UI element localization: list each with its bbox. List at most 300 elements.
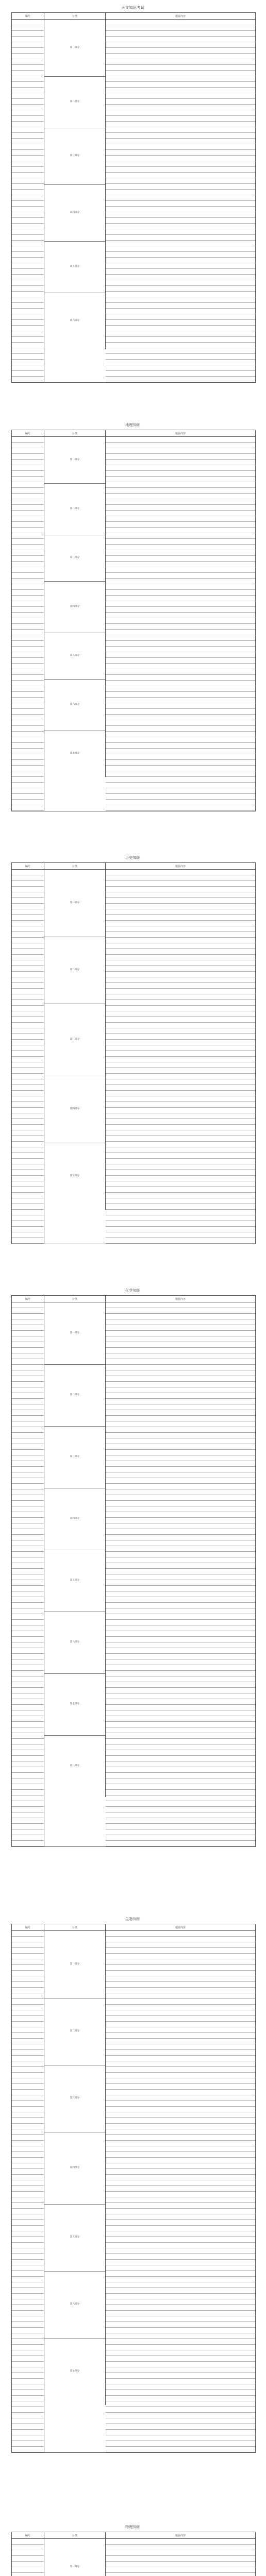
row-number-cell — [12, 1642, 44, 1648]
row-content-cell — [106, 286, 255, 292]
row-number-cell — [12, 82, 44, 88]
row-number-cell — [12, 1546, 44, 1552]
row-content-cell — [106, 1370, 255, 1376]
row-number-cell — [12, 1153, 44, 1159]
row-number-cell — [12, 122, 44, 127]
row-content-cell — [106, 1153, 255, 1159]
row-content-cell — [106, 1204, 255, 1210]
row-number-cell — [12, 881, 44, 887]
row-number-cell — [12, 511, 44, 516]
row-content-cell — [106, 2545, 255, 2550]
group-label: 第六部分 — [70, 703, 80, 706]
row-content-cell — [106, 567, 255, 573]
row-content-cell — [106, 1716, 255, 1722]
row-content-cell — [106, 82, 255, 88]
row-number-cell — [12, 1433, 44, 1438]
row-number-cell — [12, 93, 44, 99]
row-number-cell — [12, 1450, 44, 1455]
row-content-cell — [106, 1710, 255, 1716]
row-content-cell — [106, 471, 255, 477]
row-number-cell — [12, 477, 44, 482]
row-content-cell — [106, 926, 255, 932]
row-content-cell — [106, 1102, 255, 1108]
row-content-cell — [106, 1818, 255, 1824]
row-content-cell — [106, 1353, 255, 1359]
row-number-cell — [12, 1238, 44, 1244]
row-content-cell — [106, 1096, 255, 1102]
row-number-cell — [12, 2073, 44, 2078]
row-content-cell — [106, 139, 255, 144]
row-content-cell — [106, 190, 255, 195]
row-number-cell — [12, 2220, 44, 2226]
row-content-cell — [106, 2556, 255, 2562]
row-number-cell — [12, 337, 44, 343]
group-divider — [44, 679, 105, 680]
row-content-cell — [106, 1331, 255, 1336]
row-content-cell — [106, 122, 255, 127]
row-number-cell — [12, 2254, 44, 2260]
row-content-cell — [106, 1433, 255, 1438]
row-number-cell — [12, 2573, 44, 2576]
row-content-cell — [106, 1387, 255, 1393]
row-content-cell — [106, 1744, 255, 1750]
row-number-cell — [12, 1614, 44, 1620]
group-divider — [44, 1735, 105, 1736]
row-number-cell — [12, 1108, 44, 1113]
row-content-cell — [106, 909, 255, 915]
row-number-cell — [12, 1625, 44, 1631]
row-number-cell — [12, 343, 44, 348]
row-number-cell — [12, 613, 44, 618]
row-content-cell — [106, 2550, 255, 2556]
row-number-cell — [12, 1365, 44, 1370]
row-number-cell — [12, 1113, 44, 1119]
row-number-cell — [12, 1421, 44, 1427]
row-number-cell — [12, 2044, 44, 2050]
row-content-cell — [106, 805, 255, 811]
row-content-cell — [106, 2146, 255, 2152]
section-title: 天文知识考试 — [121, 6, 145, 10]
row-content-cell — [106, 263, 255, 269]
row-content-cell — [106, 1993, 255, 1999]
row-content-cell — [106, 269, 255, 275]
row-content-cell — [106, 2067, 255, 2073]
group-divider — [44, 2271, 105, 2272]
row-number-cell — [12, 173, 44, 178]
row-number-cell — [12, 1965, 44, 1971]
row-number-cell — [12, 2243, 44, 2248]
row-content-cell — [106, 2384, 255, 2390]
header-cell: 题目内容 — [175, 1926, 186, 1929]
group-divider — [44, 1426, 105, 1427]
row-content-cell — [106, 1170, 255, 1176]
row-content-cell — [106, 550, 255, 556]
section-title: 物理知识 — [125, 2525, 141, 2529]
row-content-cell — [106, 516, 255, 522]
row-content-cell — [106, 2573, 255, 2576]
row-content-cell — [106, 343, 255, 348]
row-number-cell — [12, 1382, 44, 1387]
row-content-cell — [106, 280, 255, 286]
row-content-cell — [106, 669, 255, 675]
group-label: 第三部分 — [70, 556, 80, 559]
row-content-cell — [106, 2033, 255, 2039]
row-number-cell — [12, 909, 44, 915]
row-content-cell — [106, 2203, 255, 2209]
row-number-cell — [12, 983, 44, 989]
row-content-cell — [106, 1495, 255, 1501]
row-content-cell — [106, 777, 255, 783]
group-divider — [44, 241, 105, 242]
row-number-cell — [12, 938, 44, 943]
row-content-cell — [106, 2158, 255, 2163]
row-content-cell — [106, 2418, 255, 2424]
row-content-cell — [106, 618, 255, 624]
row-number-cell — [12, 303, 44, 309]
row-number-cell — [12, 1942, 44, 1948]
row-content-cell — [106, 607, 255, 613]
row-content-cell — [106, 2078, 255, 2084]
row-number-cell — [12, 1051, 44, 1057]
row-content-cell — [106, 545, 255, 550]
row-content-cell — [106, 1790, 255, 1795]
row-number-cell — [12, 443, 44, 448]
group-label: 第七部分 — [70, 752, 80, 755]
row-number-cell — [12, 2039, 44, 2044]
group-label: 第六部分 — [70, 1641, 80, 1643]
row-number-cell — [12, 2226, 44, 2231]
row-content-cell — [106, 1563, 255, 1569]
row-number-cell — [12, 1130, 44, 1136]
row-number-cell — [12, 348, 44, 354]
row-number-cell — [12, 2022, 44, 2027]
row-number-cell — [12, 1750, 44, 1756]
row-content-cell — [106, 2265, 255, 2271]
row-number-cell — [12, 37, 44, 42]
section-title: 生物知识 — [125, 1917, 141, 1921]
row-content-cell — [106, 664, 255, 669]
table-header — [12, 13, 255, 20]
row-number-cell — [12, 2027, 44, 2033]
row-number-cell — [12, 2277, 44, 2282]
row-number-cell — [12, 144, 44, 150]
row-content-cell — [106, 1733, 255, 1739]
row-content-cell — [106, 1119, 255, 1125]
row-number-cell — [12, 1011, 44, 1017]
row-number-cell — [12, 1467, 44, 1472]
row-number-cell — [12, 1336, 44, 1342]
row-content-cell — [106, 1841, 255, 1846]
row-number-cell — [12, 754, 44, 760]
row-number-cell — [12, 1045, 44, 1051]
row-content-cell — [106, 178, 255, 184]
row-number-cell — [12, 2146, 44, 2152]
row-number-cell — [12, 460, 44, 465]
row-content-cell — [106, 898, 255, 904]
row-content-cell — [106, 1085, 255, 1091]
row-number-cell — [12, 110, 44, 116]
row-number-cell — [12, 161, 44, 167]
row-number-cell — [12, 949, 44, 955]
table-header — [12, 1296, 255, 1302]
row-content-cell — [106, 218, 255, 224]
row-content-cell — [106, 20, 255, 25]
row-number-cell — [12, 488, 44, 494]
row-number-cell — [12, 190, 44, 195]
row-content-cell — [106, 1540, 255, 1546]
row-content-cell — [106, 932, 255, 938]
row-content-cell — [106, 1688, 255, 1693]
row-content-cell — [106, 2271, 255, 2277]
row-number-cell — [12, 1569, 44, 1574]
row-number-cell — [12, 505, 44, 511]
row-content-cell — [106, 960, 255, 966]
row-number-cell — [12, 1506, 44, 1512]
row-content-cell — [106, 949, 255, 955]
section-table — [11, 12, 256, 383]
row-number-cell — [12, 1023, 44, 1028]
row-content-cell — [106, 2237, 255, 2243]
row-number-cell — [12, 1699, 44, 1705]
row-content-cell — [106, 1011, 255, 1017]
row-number-cell — [12, 2567, 44, 2573]
row-number-cell — [12, 2299, 44, 2305]
row-content-cell — [106, 337, 255, 343]
row-number-cell — [12, 2248, 44, 2254]
row-number-cell — [12, 1342, 44, 1348]
row-number-cell — [12, 1221, 44, 1227]
row-content-cell — [106, 1159, 255, 1164]
row-number-cell — [12, 1399, 44, 1404]
row-content-cell — [106, 1761, 255, 1767]
row-number-cell — [12, 365, 44, 371]
row-content-cell — [106, 966, 255, 972]
row-number-cell — [12, 2112, 44, 2118]
row-content-cell — [106, 1999, 255, 2005]
row-content-cell — [106, 37, 255, 42]
row-number-cell — [12, 1676, 44, 1682]
row-number-cell — [12, 2209, 44, 2214]
row-content-cell — [106, 613, 255, 618]
row-content-cell — [106, 533, 255, 539]
group-label: 第一部分 — [70, 459, 80, 461]
row-number-cell — [12, 371, 44, 377]
group-label: 第三部分 — [70, 1455, 80, 1458]
header-cell: 编号 — [12, 2532, 44, 2538]
row-number-cell — [12, 377, 44, 382]
row-number-cell — [12, 875, 44, 881]
row-content-cell — [106, 2027, 255, 2033]
row-content-cell — [106, 1512, 255, 1518]
row-content-cell — [106, 99, 255, 105]
row-number-cell — [12, 1040, 44, 1045]
row-number-cell — [12, 652, 44, 658]
group-label: 第三部分 — [70, 155, 80, 157]
row-number-cell — [12, 955, 44, 960]
row-number-cell — [12, 870, 44, 875]
row-number-cell — [12, 314, 44, 320]
row-content-cell — [106, 2435, 255, 2441]
row-number-cell — [12, 2333, 44, 2339]
row-number-cell — [12, 1659, 44, 1665]
row-content-cell — [106, 1976, 255, 1982]
row-content-cell — [106, 1108, 255, 1113]
row-number-cell — [12, 788, 44, 794]
row-content-cell — [106, 938, 255, 943]
row-number-cell — [12, 2141, 44, 2146]
row-content-cell — [106, 2084, 255, 2090]
row-content-cell — [106, 54, 255, 59]
row-number-cell — [12, 1164, 44, 1170]
row-content-cell — [106, 1948, 255, 1954]
header-cell: 编号 — [12, 1924, 44, 1930]
row-content-cell — [106, 875, 255, 881]
row-content-cell — [106, 1591, 255, 1597]
group-label: 第一部分 — [70, 1332, 80, 1334]
row-number-cell — [12, 1210, 44, 1215]
row-number-cell — [12, 2447, 44, 2452]
header-cell: 题目内容 — [175, 2534, 186, 2537]
row-content-cell — [106, 371, 255, 377]
row-number-cell — [12, 1795, 44, 1801]
row-content-cell — [106, 698, 255, 703]
row-content-cell — [106, 59, 255, 65]
row-content-cell — [106, 2333, 255, 2339]
row-number-cell — [12, 664, 44, 669]
row-content-cell — [106, 1484, 255, 1489]
row-number-cell — [12, 292, 44, 297]
row-number-cell — [12, 2305, 44, 2311]
row-number-cell — [12, 2367, 44, 2373]
row-number-cell — [12, 1512, 44, 1518]
row-content-cell — [106, 681, 255, 686]
row-number-cell — [12, 720, 44, 726]
group-label: 第四部分 — [70, 1108, 80, 1110]
row-content-cell — [106, 870, 255, 875]
row-number-cell — [12, 1648, 44, 1654]
row-number-cell — [12, 1999, 44, 2005]
row-number-cell — [12, 1096, 44, 1102]
row-number-cell — [12, 1982, 44, 1988]
row-content-cell — [106, 1393, 255, 1399]
row-number-cell — [12, 297, 44, 303]
row-number-cell — [12, 326, 44, 331]
row-content-cell — [106, 1727, 255, 1733]
row-number-cell — [12, 2084, 44, 2090]
row-content-cell — [106, 499, 255, 505]
row-number-cell — [12, 1523, 44, 1529]
row-number-cell — [12, 2379, 44, 2384]
row-content-cell — [106, 1227, 255, 1232]
group-label: 第四部分 — [70, 2166, 80, 2169]
row-content-cell — [106, 314, 255, 320]
row-number-cell — [12, 1812, 44, 1818]
row-content-cell — [106, 1068, 255, 1074]
section-title: 地理知识 — [125, 423, 141, 427]
row-content-cell — [106, 150, 255, 156]
row-content-cell — [106, 2373, 255, 2379]
row-number-cell — [12, 1552, 44, 1557]
row-number-cell — [12, 71, 44, 76]
row-number-cell — [12, 1801, 44, 1807]
row-content-cell — [106, 2044, 255, 2050]
row-content-cell — [106, 1795, 255, 1801]
row-content-cell — [106, 1959, 255, 1965]
row-content-cell — [106, 76, 255, 82]
row-number-cell — [12, 1767, 44, 1773]
row-number-cell — [12, 579, 44, 584]
row-number-cell — [12, 732, 44, 737]
row-number-cell — [12, 1557, 44, 1563]
row-content-cell — [106, 224, 255, 229]
row-number-cell — [12, 127, 44, 133]
row-number-cell — [12, 1807, 44, 1812]
row-number-cell — [12, 212, 44, 218]
row-content-cell — [106, 2118, 255, 2124]
row-content-cell — [106, 2407, 255, 2413]
row-number-cell — [12, 1631, 44, 1637]
row-content-cell — [106, 2124, 255, 2129]
row-content-cell — [106, 994, 255, 1000]
row-content-cell — [106, 1455, 255, 1461]
row-number-cell — [12, 904, 44, 909]
row-number-cell — [12, 618, 44, 624]
row-content-cell — [106, 2226, 255, 2231]
row-content-cell — [106, 2299, 255, 2305]
row-content-cell — [106, 2050, 255, 2056]
row-content-cell — [106, 1620, 255, 1625]
row-number-cell — [12, 800, 44, 805]
row-number-cell — [12, 737, 44, 743]
row-content-cell — [106, 297, 255, 303]
group-divider — [44, 581, 105, 582]
row-number-cell — [12, 1085, 44, 1091]
header-cell: 分类 — [44, 1924, 106, 1930]
row-number-cell — [12, 550, 44, 556]
row-number-cell — [12, 2413, 44, 2418]
row-number-cell — [12, 1716, 44, 1722]
row-content-cell — [106, 1608, 255, 1614]
group-divider — [44, 184, 105, 185]
row-number-cell — [12, 263, 44, 269]
row-number-cell — [12, 1176, 44, 1181]
row-number-cell — [12, 1314, 44, 1319]
group-label: 第七部分 — [70, 1703, 80, 1705]
row-content-cell — [106, 2231, 255, 2237]
row-number-cell — [12, 749, 44, 754]
row-number-cell — [12, 522, 44, 528]
row-number-cell — [12, 1404, 44, 1410]
row-number-cell — [12, 1535, 44, 1540]
row-content-cell — [106, 2248, 255, 2254]
header-cell: 题目内容 — [175, 865, 186, 868]
row-content-cell — [106, 647, 255, 652]
row-content-cell — [106, 1176, 255, 1181]
row-content-cell — [106, 454, 255, 460]
row-number-cell — [12, 139, 44, 144]
row-content-cell — [106, 624, 255, 630]
row-number-cell — [12, 1461, 44, 1467]
row-number-cell — [12, 1671, 44, 1676]
row-number-cell — [12, 88, 44, 93]
row-content-cell — [106, 2311, 255, 2316]
row-number-cell — [12, 2401, 44, 2407]
row-content-cell — [106, 630, 255, 635]
row-content-cell — [106, 1954, 255, 1959]
row-number-cell — [12, 698, 44, 703]
row-number-cell — [12, 1824, 44, 1829]
row-content-cell — [106, 25, 255, 31]
